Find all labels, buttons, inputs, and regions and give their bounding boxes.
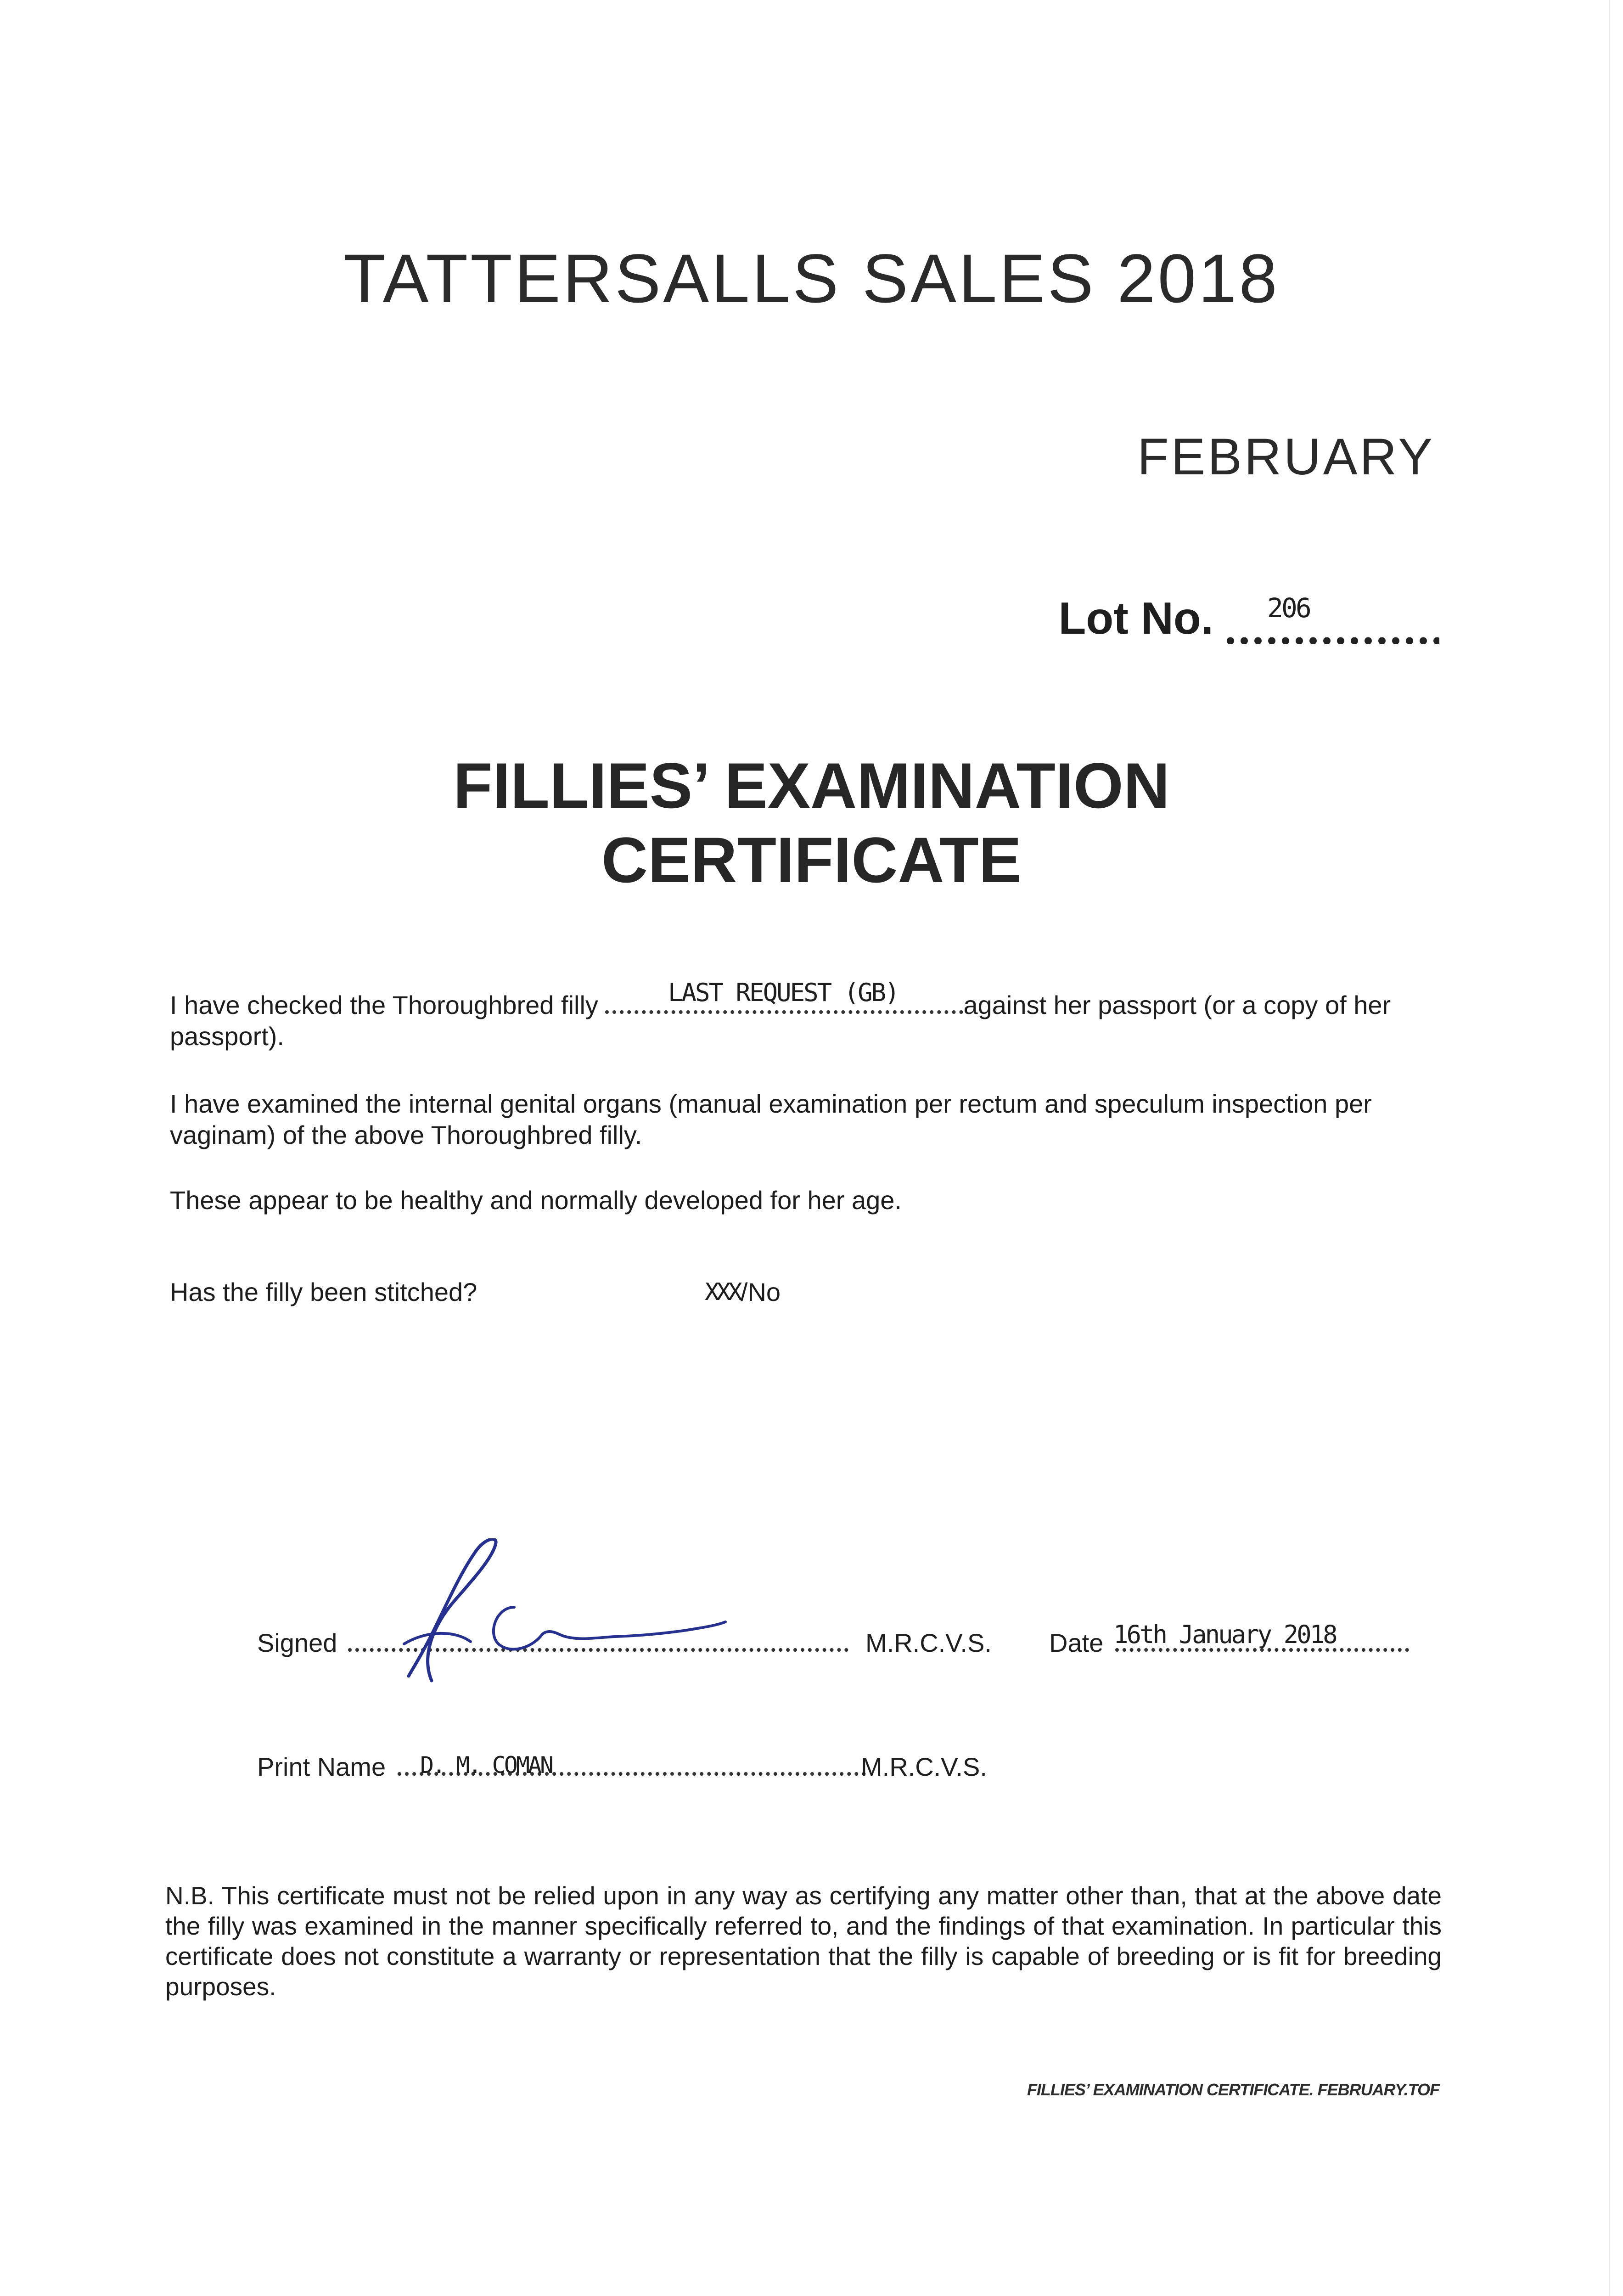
signed-label: Signed: [257, 1628, 337, 1657]
certificate-title: [0, 748, 1623, 897]
date-value: 16th January 2018: [1113, 1620, 1336, 1649]
print-name-value: D. M. COMAN: [420, 1752, 552, 1778]
stitched-answer-no: /No: [740, 1277, 781, 1306]
nb-disclaimer: N.B. This certificate must not be relied upon in any way as certifying any matter other than, that at the above date the filly was examined in the manner specifically referred to, and the findings of that examination. In particular this certificate does not constitute a warranty or representation that the filly is capable of breeding or is fit for breeding purposes.: [165, 1881, 1442, 2001]
scan-edge: [1609, 0, 1610, 2296]
passport-check-text-before: I have checked the Thoroughbred filly: [170, 990, 598, 1019]
passport-check-text-after: against her passport (or a copy of her passport).: [170, 990, 1391, 1051]
lot-number-field: [1224, 592, 1439, 644]
findings-paragraph: These appear to be healthy and normally developed for her age.: [170, 1186, 902, 1215]
struck-out-yes: XXX: [705, 1278, 740, 1306]
footer-file-reference: FILLIES’ EXAMINATION CERTIFICATE. FEBRUARY.TOF: [1027, 2080, 1439, 2099]
lot-number-value: 206: [1267, 592, 1310, 624]
lot-label: Lot No.: [1058, 593, 1213, 643]
stitched-question: Has the filly been stitched?: [170, 1277, 477, 1306]
sales-title: TATTERSALLS SALES 2018: [343, 240, 1280, 317]
examination-paragraph: I have examined the internal genital organs (manual examination per rectum and speculum inspection per vaginam) of the above Thoroughbred filly.: [170, 1089, 1372, 1149]
print-qualification: M.R.C.V.S.: [861, 1752, 987, 1781]
handwritten-signature: [376, 1538, 744, 1690]
stitched-answer: [705, 1277, 781, 1308]
lot-number-row: [1059, 592, 1439, 644]
print-name-label: Print Name: [257, 1752, 386, 1781]
date-label: Date: [1049, 1628, 1104, 1657]
print-name-row: [257, 1752, 866, 1782]
filly-name-value: LAST REQUEST (GB): [668, 978, 899, 1007]
signed-qualification: M.R.C.V.S.: [865, 1628, 992, 1657]
filly-name-field: [605, 1010, 963, 1014]
certificate-title-line2: CERTIFICATE: [601, 824, 1022, 896]
sale-month: FEBRUARY: [1137, 428, 1435, 485]
certificate-title-line1: FILLIES’ EXAMINATION: [453, 749, 1170, 822]
